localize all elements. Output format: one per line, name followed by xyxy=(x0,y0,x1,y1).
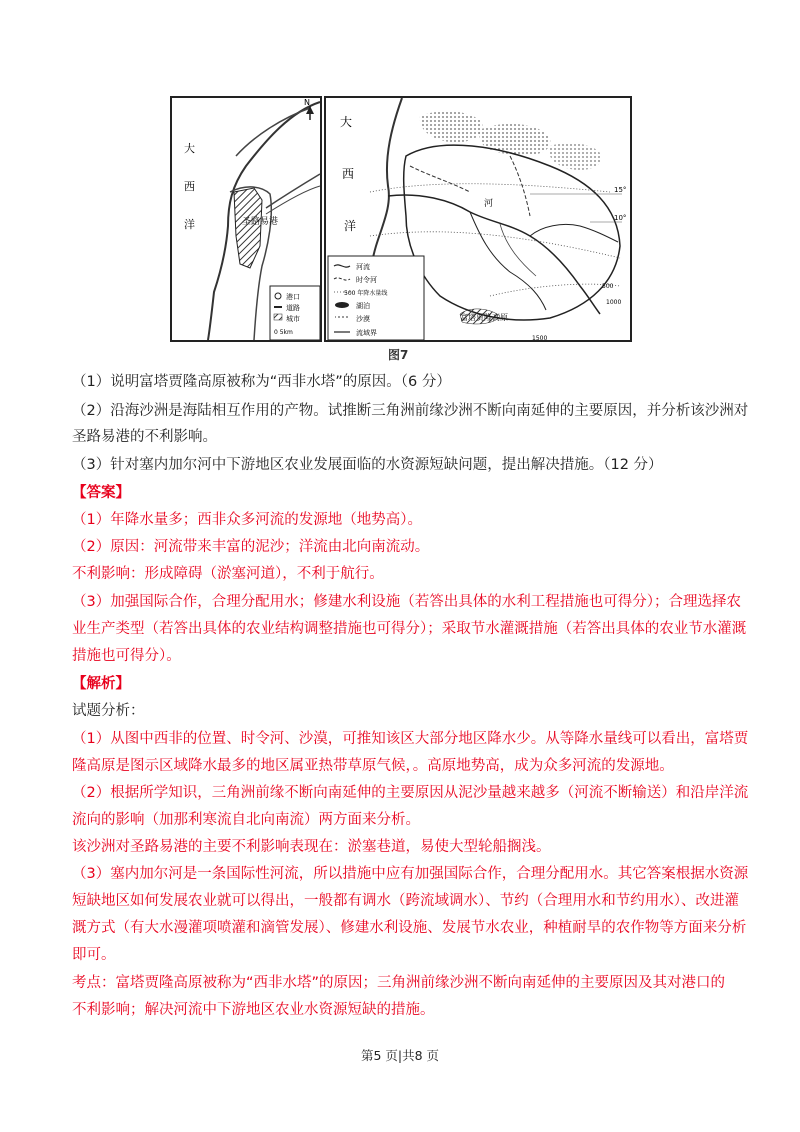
analysis-1-line-2: 隆高原是图示区域降水最多的地区属亚热带草原气候，。高原地势高，成为众多河流的发源地。 xyxy=(72,758,674,774)
question-2-line-2: 圣路易港的不利影响。 xyxy=(72,429,217,445)
lake-icon xyxy=(335,302,349,308)
analysis-intro: 试题分析： xyxy=(72,703,145,719)
legend-lake: 湖泊 xyxy=(356,302,370,310)
analysis-3-line-3: 溉方式（有大水漫灌项喷灌和滴管发展）、修建水利设施、发展节水农业，种植耐旱的农作物等方面来分析 xyxy=(72,920,747,936)
right-map-senegal-river xyxy=(325,97,631,342)
analysis-1-line-1: （1）从图中西非的位置、时令河、沙漠，可推知该区大部分地区降水少。从等降水量线可以看出，富塔贾 xyxy=(72,731,749,747)
answer-1: （1）年降水量多；西非众多河流的发源地（地势高）。 xyxy=(72,512,422,528)
legend-basin-boundary: 流域界 xyxy=(356,329,377,337)
left-sea-label-2: 西 xyxy=(184,180,195,193)
city-label: 圣路易港 xyxy=(242,217,279,227)
right-sea-label-1: 大 xyxy=(340,115,353,129)
answer-2-impact: 不利影响：形成障碍（淤塞河道），不利于航行。 xyxy=(72,566,384,582)
isohyet-label-1500: 1500 xyxy=(532,335,548,342)
analysis-2-line-1: （2）根据所学知识，三角洲前缘不断向南延伸的主要原因从泥沙量越来越多（河流不断输送）和沿岸洋流 xyxy=(72,785,749,801)
key-points-line-2: 不利影响；解决河流中下游地区农业水资源短缺的措施。 xyxy=(72,1002,435,1018)
legend-seasonal-river: 时令河 xyxy=(356,276,377,284)
lat-label-10: 10° xyxy=(614,214,627,222)
legend-isohyet: 500 年降水量线 xyxy=(344,290,388,297)
left-map-saint-louis xyxy=(171,97,321,341)
right-sea-label-2: 西 xyxy=(342,167,355,181)
question-3: （3）针对塞内加尔河中下游地区农业发展面临的水资源短缺问题，提出解决措施。（12 分） xyxy=(72,457,663,473)
answer-3-line-2: 业生产类型（若答出具体的农业结构调整措施也可得分）；采取节水灌溉措施（若答出具体的农业节水灌溉 xyxy=(72,621,747,637)
answer-heading: 【答案】 xyxy=(72,485,130,501)
highland-label: 富塔贾隆高原 xyxy=(460,313,508,322)
legend-port: 港口 xyxy=(286,293,300,301)
left-sea-label-1: 大 xyxy=(184,142,195,155)
north-label: N xyxy=(304,98,310,107)
right-legend xyxy=(328,256,424,340)
key-points-line-1: 考点：富塔贾隆高原被称为“西非水塔”的原因；三角洲前缘沙洲不断向南延伸的主要原因及其对港口的 xyxy=(72,975,726,991)
right-sea-label-3: 洋 xyxy=(344,219,357,233)
legend-city: 城市 xyxy=(286,315,300,323)
question-1: （1）说明富塔贾隆高原被称为“西非水塔”的原因。（6 分） xyxy=(72,374,451,390)
legend-river: 河流 xyxy=(356,263,370,271)
left-legend xyxy=(270,286,320,340)
river-label: 河 xyxy=(484,199,494,209)
legend-road: 道路 xyxy=(286,304,300,312)
isohyet-label-500: 500 xyxy=(602,283,614,290)
scale-bar-label: 0 5km xyxy=(274,329,293,336)
isohyet-label-1000: 1000 xyxy=(606,299,622,306)
analysis-3-line-2: 短缺地区如何发展农业就可以得出，一般都有调水（跨流域调水）、节约（合理用水和节约用水）、改进灌 xyxy=(72,893,739,909)
analysis-2-line-2: 流向的影响（加那利寒流自北向南流）两方面来分析。 xyxy=(72,812,420,828)
analysis-2-line-3: 该沙洲对圣路易港的主要不利影响表现在：淤塞巷道，易使大型轮船搁浅。 xyxy=(72,839,551,855)
answer-3-line-1: （3）加强国际合作，合理分配用水；修建水利设施（若答出具体的水利工程措施也可得分）；合理选择农 xyxy=(72,594,741,610)
city-area-icon xyxy=(274,314,282,320)
legend-desert: 沙漠 xyxy=(356,315,370,323)
analysis-heading: 【解析】 xyxy=(72,676,130,692)
left-sea-label-3: 洋 xyxy=(184,218,195,231)
desert-icon xyxy=(335,314,349,320)
answer-3-line-3: 措施也可得分）。 xyxy=(72,648,181,664)
figure-caption: 图7 xyxy=(388,348,409,362)
answer-2: （2）原因：河流带来丰富的泥沙；洋流由北向南流动。 xyxy=(72,539,430,555)
question-2-line-1: （2）沿海沙洲是海陆相互作用的产物。试推断三角洲前缘沙洲不断向南延伸的主要原因，并分析该沙洲对 xyxy=(72,403,749,419)
lat-label-15: 15° xyxy=(614,186,627,194)
map-figure xyxy=(170,96,632,342)
analysis-3-line-1: （3）塞内加尔河是一条国际性河流，所以措施中应有加强国际合作，合理分配用水。其它答案根据水资源 xyxy=(72,866,749,882)
analysis-3-line-4: 即可。 xyxy=(72,947,116,963)
page-footer: 第5 页|共8 页 xyxy=(360,1048,440,1063)
